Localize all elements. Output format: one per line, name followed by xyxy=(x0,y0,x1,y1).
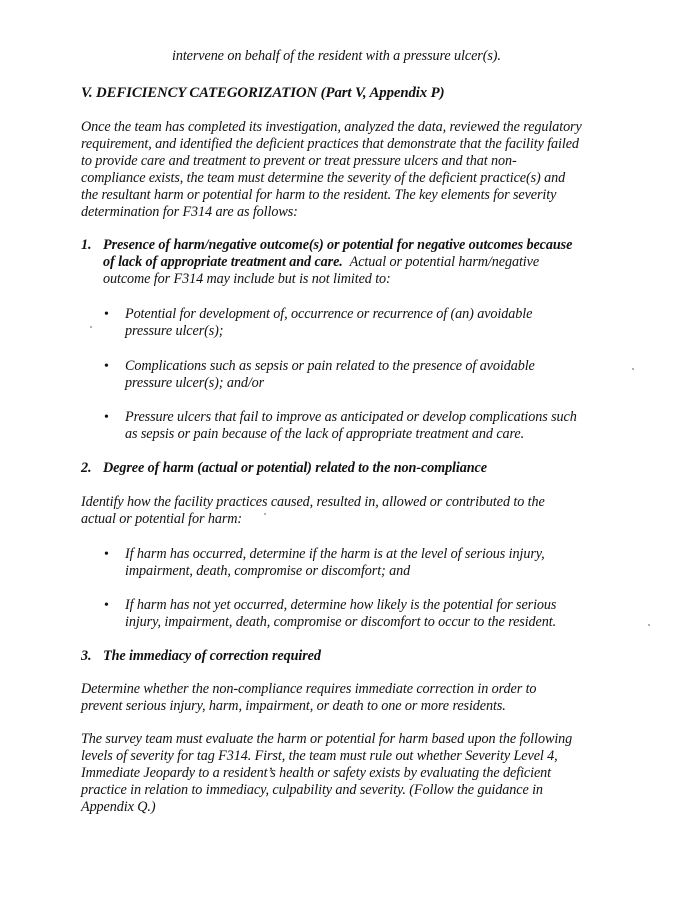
bullet-icon: • xyxy=(104,410,109,425)
item-number: 3. xyxy=(81,648,92,664)
section-heading: V. DEFICIENCY CATEGORIZATION (Part V, Appendix P) xyxy=(81,85,445,101)
item-number: 2. xyxy=(81,460,92,476)
item-number: 1. xyxy=(81,237,92,253)
bullet-icon: • xyxy=(104,359,109,374)
bullet-icon: • xyxy=(104,307,109,322)
scan-speck xyxy=(632,368,634,370)
item-text: outcome for F314 may include but is not limited to: xyxy=(103,271,391,287)
document-page: intervene on behalf of the resident with a pressure ulcer(s). V. DEFICIENCY CATEGORIZATION (Part V, Appendix P) Once the team has completed its investigation, analyzed the data, reviewed the regulatory requirement, and identified the deficient practices that demonstrate that the facility failed to provide care and treatment to prevent or treat pressure ulcers and that non- compliance exists, the team must determine the severity of the deficient practice(s) and the resultant harm or potential for harm to the resident. The key elements for severity determination for F314 are as follows: 1. Presence of harm/negative outcome(s) or potential for negative outcomes because of lack of appropriate treatment and care. Actual or potential harm/negative outcome for F314 may include but is not limited to: • Potential for development of, occurrence or recurrence of (an) avoidable pressure ulcer(s); • Complications such as sepsis or pain related to the presence of avoidable pressure ulcer(s); and/or • Pressure ulcers that fail to improve as anticipated or develop complications such as sepsis or pain because of the lack of appropriate treatment and care. 2. Degree of harm (actual or potential) related to the non-compliance Identify how the facility practices caused, resulted in, allowed or contributed to the actual or potential for harm: • If harm has occurred, determine if the harm is at the level of serious injury, impairment, death, compromise or discomfort; and • If harm has not yet occurred, determine how likely is the potential for serious injury, impairment, death, compromise or discomfort to occur to the resident. 3. The immediacy of correction required Determine whether the non-compliance requires immediate correction in order to prevent serious injury, harm, impairment, or death to one or more residents. The survey team must evaluate the harm or potential for harm based upon the following levels of severity for tag F314. First, the team must rule out whether Severity Level 4, Immediate Jeopardy to a resident’s health or safety exists by evaluating the deficient practice in relation to immediacy, culpability and severity. (Follow the guidance in Appendix Q.) xyxy=(0,0,700,900)
bullet-icon: • xyxy=(104,598,109,613)
continuation-line: intervene on behalf of the resident with a pressure ulcer(s). xyxy=(172,48,501,64)
item-heading-cont: of lack of appropriate treatment and care. xyxy=(103,254,343,270)
item-heading: Presence of harm/negative outcome(s) or potential for negative outcomes because xyxy=(103,237,573,253)
item-text: Actual or potential harm/negative xyxy=(349,254,540,270)
scan-speck xyxy=(264,513,266,515)
scan-speck xyxy=(90,326,92,328)
item-heading: The immediacy of correction required xyxy=(103,648,321,664)
bullet-icon: • xyxy=(104,547,109,562)
scan-speck xyxy=(648,624,650,626)
item-heading: Degree of harm (actual or potential) related to the non-compliance xyxy=(103,460,487,476)
